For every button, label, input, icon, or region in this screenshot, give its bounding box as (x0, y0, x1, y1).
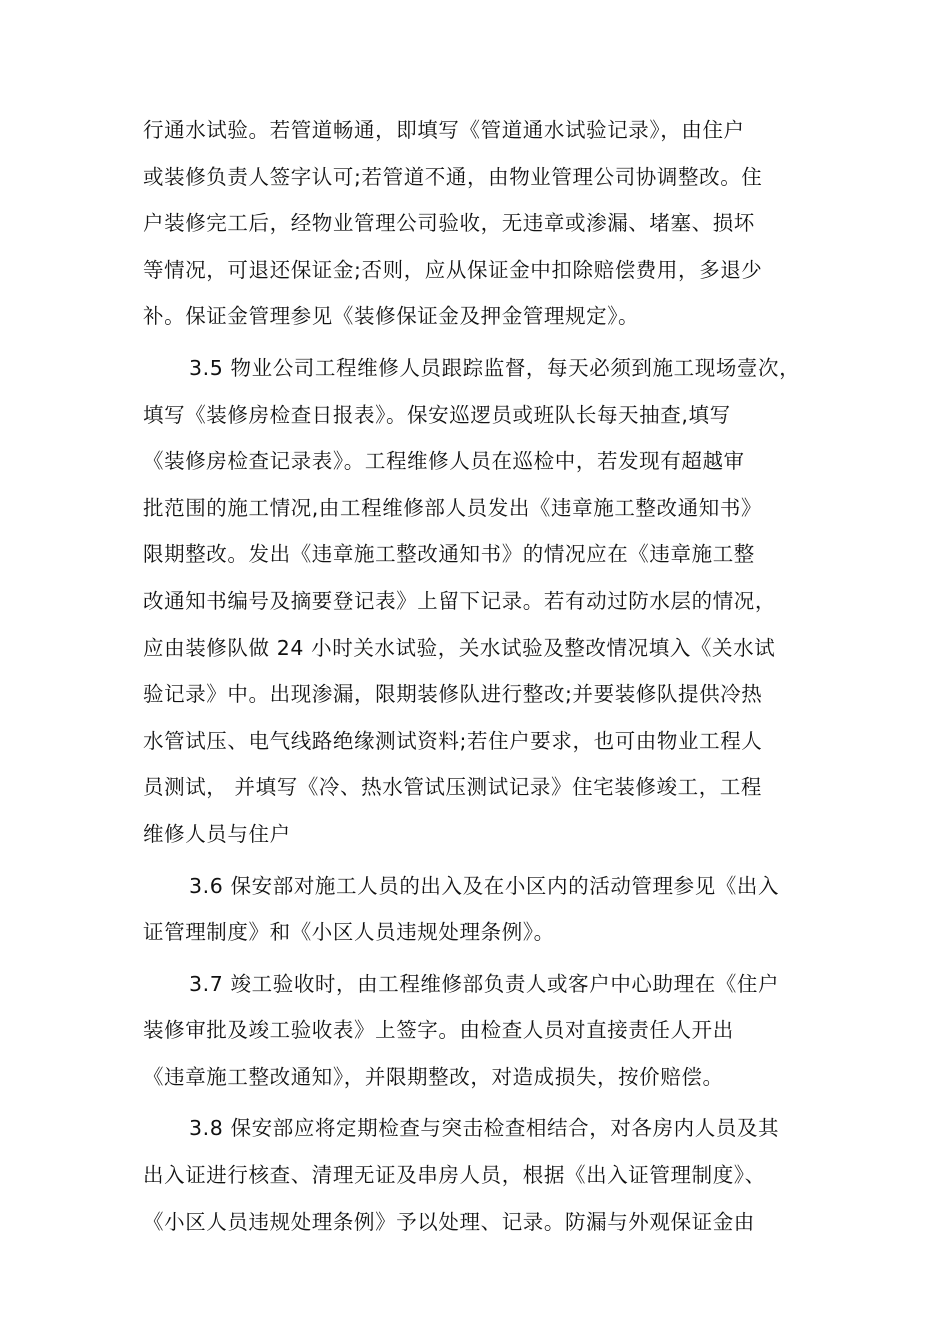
text-line: 验记录》中。出现渗漏，限期装修队进行整改;并要装修队提供冷热 (143, 682, 763, 707)
text-line: 3.7 竣工验收时，由工程维修部负责人或客户中心助理在《住户 (189, 971, 780, 996)
text-line: 《违章施工整改通知》，并限期整改，对造成损失，按价赔偿。 (143, 1064, 724, 1089)
text-line: 补。保证金管理参见《装修保证金及押金管理规定》。 (143, 304, 640, 329)
text-line: 批范围的施工情况,由工程维修部人员发出《违章施工整改通知书》 (143, 495, 763, 520)
text-line: 出入证进行核查、清理无证及串房人员，根据《出入证管理制度》、 (143, 1163, 766, 1188)
paragraph-3-8 (143, 1105, 825, 1245)
text-line: 水管试压、电气线路绝缘测试资料;若住户要求，也可由物业工程人 (143, 728, 763, 753)
text-line: 限期整改。发出《违章施工整改通知书》的情况应在《违章施工整 (143, 542, 755, 567)
paragraph-3-5 (143, 345, 825, 858)
text-line: 填写《装修房检查日报表》。保安巡逻员或班队长每天抽查,填写 (143, 402, 731, 427)
paragraph-3-6 (143, 863, 825, 956)
text-line: 等情况，可退还保证金;否则，应从保证金中扣除赔偿费用，多退少 (143, 257, 763, 282)
text-line: 3.8 保安部应将定期检查与突击检查相结合，对各房内人员及其 (189, 1116, 780, 1141)
document-body (143, 107, 825, 1250)
text-line: 《装修房检查记录表》。工程维修人员在巡检中，若发现有超越审 (143, 449, 745, 474)
paragraph-3-7 (143, 961, 825, 1101)
text-line: 维修人员与住户 (143, 821, 291, 846)
text-line: 装修审批及竣工验收表》上签字。由检查人员对直接责任人开出 (143, 1018, 734, 1043)
text-line: 行通水试验。若管道畅通，即填写《管道通水试验记录》，由住户 (143, 118, 745, 142)
text-line: 户装修完工后，经物业管理公司验收，无违章或渗漏、堵塞、损坏 (143, 211, 755, 236)
text-line: 《小区人员违规处理条例》予以处理、记录。防漏与外观保证金由 (143, 1209, 755, 1234)
text-line: 改通知书编号及摘要登记表》上留下记录。若有动过防水层的情况， (143, 588, 776, 613)
text-line: 员测试， 并填写《冷、热水管试压测试记录》住宅装修竣工，工程 (143, 775, 763, 800)
text-line: 证管理制度》和《小区人员违规处理条例》。 (143, 920, 555, 945)
text-line: 或装修负责人签字认可;若管道不通，由物业管理公司协调整改。住 (143, 164, 763, 189)
text-line: 应由装修队做 24 小时关水试验，关水试验及整改情况填入《关水试 (143, 635, 776, 660)
text-line: 3.5 物业公司工程维修人员跟踪监督，每天必须到施工现场壹次， (189, 355, 801, 380)
paragraph-continued-water-test (143, 107, 825, 340)
text-line: 3.6 保安部对施工人员的出入及在小区内的活动管理参见《出入 (189, 873, 780, 898)
